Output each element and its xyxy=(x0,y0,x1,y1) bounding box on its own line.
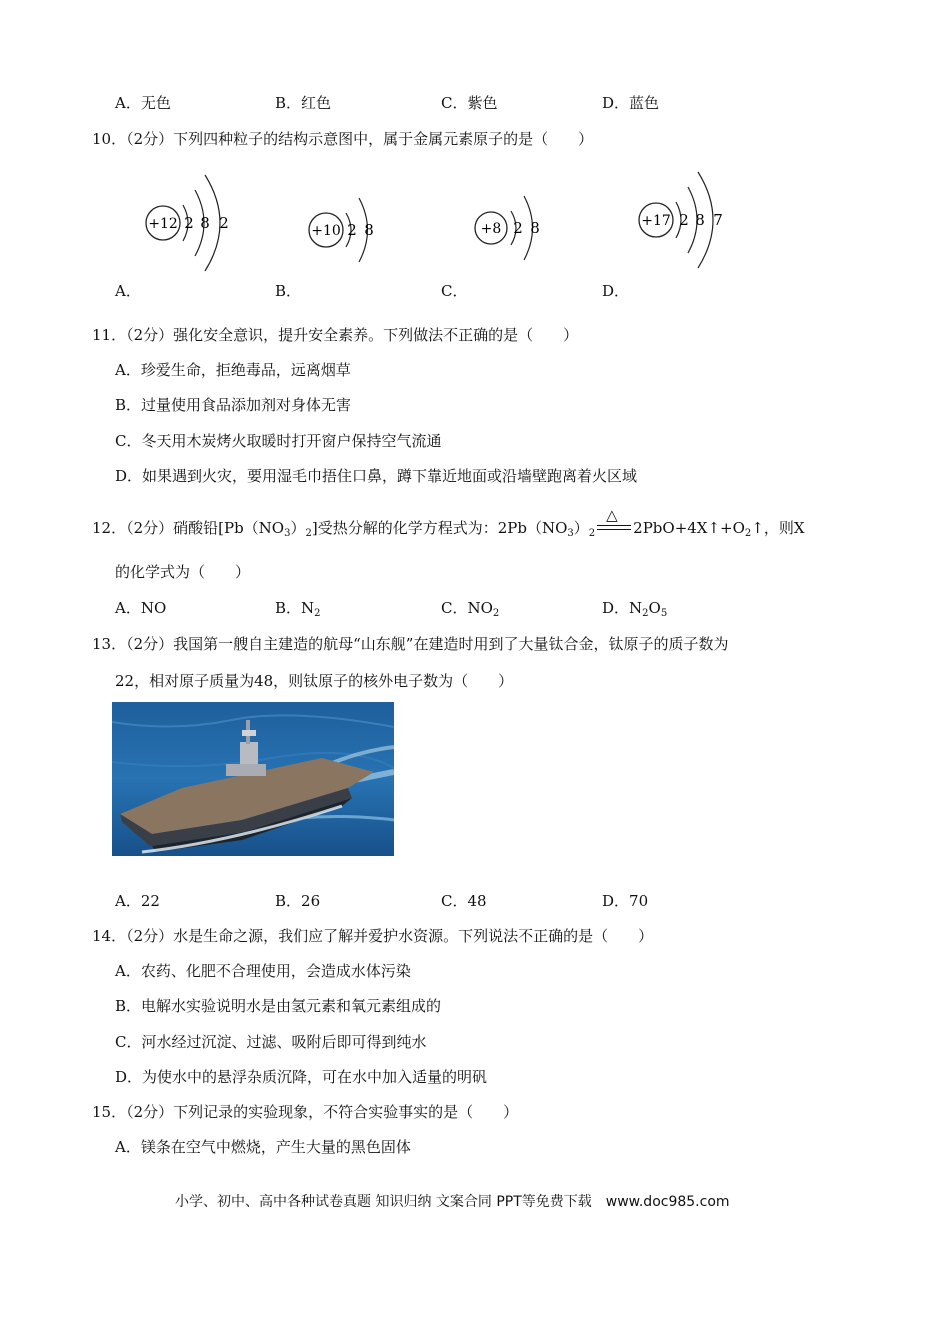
page-footer: 小学、初中、高中各种试卷真题 知识归纳 文案合同 PPT等免费下载 www.doc985.com xyxy=(175,1194,730,1210)
q12-sub-2: 2 xyxy=(305,528,312,539)
q15-stem xyxy=(92,1103,518,1121)
q12-stem-b: ） xyxy=(290,519,306,537)
q12-option-b xyxy=(275,599,321,617)
q11-stem-text: （2分）强化安全意识，提升安全素养。下列做法不正确的是（ ） xyxy=(126,326,579,344)
q9-option-a: A．无色 xyxy=(115,94,171,112)
q12-sub-3: 3 xyxy=(284,528,291,539)
q13-option-d: D．70 xyxy=(602,892,649,910)
aircraft-carrier-photo xyxy=(112,702,394,856)
q13-stem-text: （2分）我国第一艘自主建造的航母“山东舰”在建造时用到了大量钛合金，钛原子的质子数为 xyxy=(126,635,729,653)
q12-option-d-mid: O xyxy=(648,599,661,617)
q12-option-d-pre: D．N xyxy=(602,599,643,617)
equals-bar-icon-2 xyxy=(597,529,631,530)
q13-stem-line2: 22，相对原子质量为48，则钛原子的核外电子数为（ ） xyxy=(115,672,514,690)
atom-c-shell-1: 2 xyxy=(513,219,523,237)
q12-option-c-sub: 2 xyxy=(492,608,500,619)
q13-option-b: B．26 xyxy=(275,892,321,910)
q14-number: 14． xyxy=(92,927,127,945)
q12-option-b-sub: 2 xyxy=(314,608,321,619)
q13-option-c: C．48 xyxy=(441,892,487,910)
atom-d-shell-3: 7 xyxy=(713,211,723,229)
atom-a-shell-2: 8 xyxy=(200,214,210,232)
q11-option-b: B．过量使用食品添加剂对身体无害 xyxy=(115,396,352,414)
q14-option-b: B．电解水实验说明水是由氢元素和氧元素组成的 xyxy=(115,997,442,1015)
q12-option-c xyxy=(441,599,499,617)
q11-option-d: D．如果遇到火灾，要用湿毛巾捂住口鼻，蹲下靠近地面或沿墙壁跑离着火区域 xyxy=(115,467,638,485)
q11-option-a: A．珍爱生命，拒绝毒品，远离烟草 xyxy=(115,361,351,379)
q12-option-c-text: C．NO xyxy=(441,599,493,617)
atom-a-nucleus: +12 xyxy=(148,216,178,232)
atom-a-shell-3: 2 xyxy=(219,214,229,232)
heat-triangle-icon: △ xyxy=(606,506,618,524)
q10-number: 10． xyxy=(92,130,127,148)
atom-b-nucleus: +10 xyxy=(311,223,341,239)
q12-line2: 的化学式为（ ） xyxy=(115,563,251,581)
q9-option-c: C．紫色 xyxy=(441,94,498,112)
q12-option-d-sub-5: 5 xyxy=(660,608,668,619)
q15-number: 15． xyxy=(92,1103,127,1121)
q12-heat-condition xyxy=(595,506,633,537)
q11-option-c: C．冬天用木炭烤火取暖时打开窗户保持空气流通 xyxy=(115,432,442,450)
q12-option-b-text: B．N xyxy=(275,599,315,617)
q12-sub-2b: 2 xyxy=(588,528,596,539)
q12-sub-2c: 2 xyxy=(744,528,752,539)
atom-d-nucleus: +17 xyxy=(641,213,671,229)
q15-stem-text: （2分）下列记录的实验现象，不符合实验事实的是（ ） xyxy=(126,1103,519,1121)
q12-stem-c: ]受热分解的化学方程式为：2Pb（NO xyxy=(311,519,568,537)
atom-b-shell-2: 8 xyxy=(364,221,374,239)
q13-stem-line1 xyxy=(92,635,728,653)
q12-number: 12． xyxy=(92,519,127,537)
q12-stem-f: ↑，则X xyxy=(751,519,805,537)
q13-number: 13． xyxy=(92,635,127,653)
q15-option-a: A．镁条在空气中燃烧，产生大量的黑色固体 xyxy=(115,1138,411,1156)
q10-stem-text: （2分）下列四种粒子的结构示意图中，属于金属元素原子的是（ ） xyxy=(126,130,594,148)
q11-stem xyxy=(92,326,578,344)
q12-stem-e: 2PbO+4X↑+O xyxy=(633,519,745,537)
atom-diagram-b xyxy=(304,180,394,280)
atom-a-shell-1: 2 xyxy=(184,214,194,232)
q12-option-a: A．NO xyxy=(115,599,167,617)
q14-stem-text: （2分）水是生命之源，我们应了解并爱护水资源。下列说法不正确的是（ ） xyxy=(126,927,654,945)
q12-stem-a: （2分）硝酸铅[Pb（NO xyxy=(126,519,285,537)
atom-diagram-d xyxy=(636,160,746,280)
atom-c-nucleus: +8 xyxy=(480,221,502,237)
atom-d-shell-2: 8 xyxy=(695,211,705,229)
q14-stem xyxy=(92,927,653,945)
q11-number: 11． xyxy=(92,326,127,344)
atom-b-shell-1: 2 xyxy=(347,221,357,239)
q12-sub-3b: 3 xyxy=(567,528,574,539)
q10-option-c: C． xyxy=(441,282,468,300)
q12-stem xyxy=(92,506,805,539)
equals-bar-icon xyxy=(597,525,631,526)
q9-option-d: D．蓝色 xyxy=(602,94,660,112)
atom-c-shell-2: 8 xyxy=(530,219,540,237)
q10-option-d: D． xyxy=(602,282,630,300)
q10-stem xyxy=(92,130,593,148)
q10-option-b: B． xyxy=(275,282,302,300)
q14-option-c: C．河水经过沉淀、过滤、吸附后即可得到纯水 xyxy=(115,1033,427,1051)
q13-option-a: A．22 xyxy=(115,892,160,910)
q12-stem-d: ） xyxy=(573,519,589,537)
atom-d-shell-1: 2 xyxy=(679,211,689,229)
q14-option-a: A．农药、化肥不合理使用，会造成水体污染 xyxy=(115,962,411,980)
q14-option-d: D．为使水中的悬浮杂质沉降，可在水中加入适量的明矾 xyxy=(115,1068,488,1086)
q12-option-d xyxy=(602,599,667,617)
q10-option-a: A． xyxy=(115,282,141,300)
atom-diagram-a xyxy=(143,160,253,280)
atom-diagram-c xyxy=(473,178,563,278)
q12-option-d-sub-2: 2 xyxy=(642,608,649,619)
q9-option-b: B．红色 xyxy=(275,94,332,112)
